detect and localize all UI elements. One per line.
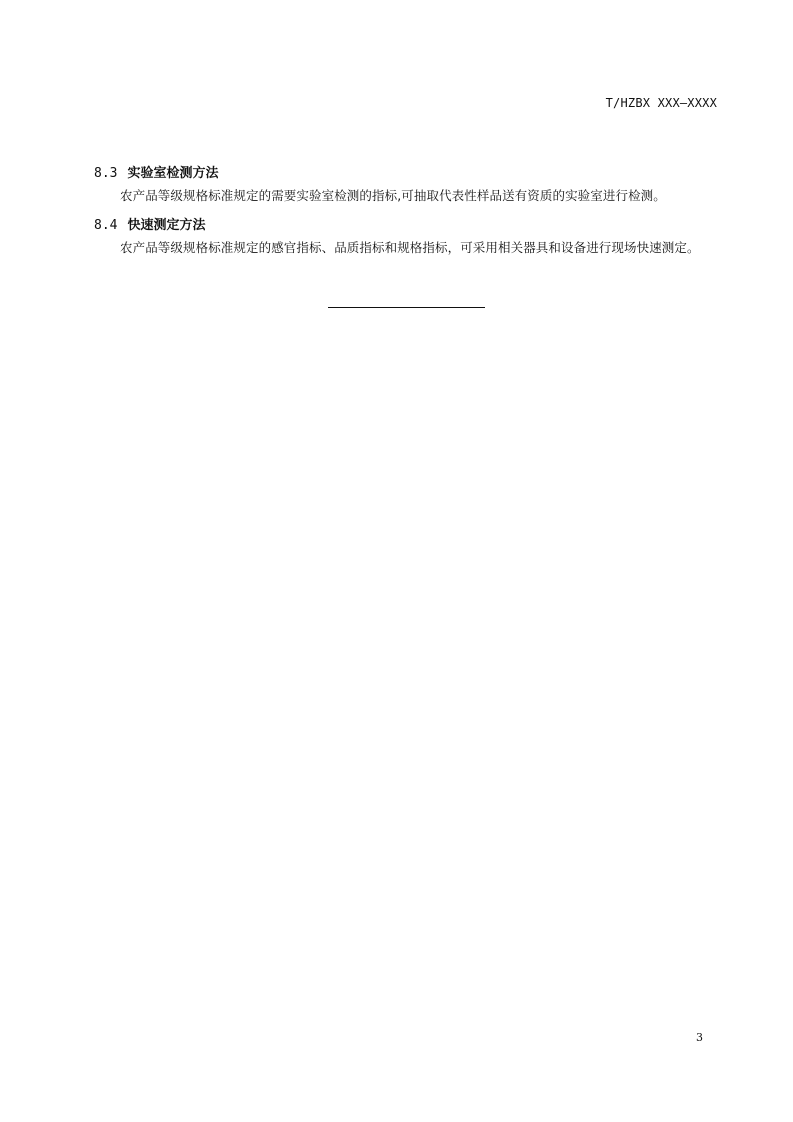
section-title: 实验室检测方法 bbox=[127, 166, 219, 181]
document-code: T/HZBX XXX—XXXX bbox=[605, 96, 717, 110]
end-of-standard-rule bbox=[328, 307, 485, 308]
section-paragraph-8-4: 农产品等级规格标准规定的感官指标、品质指标和规格指标，可采用相关器具和设备进行现场快速测定。 bbox=[120, 240, 700, 255]
section-number: 8.4 bbox=[94, 218, 118, 233]
section-number: 8.3 bbox=[94, 166, 118, 181]
section-paragraph-8-3: 农产品等级规格标准规定的需要实验室检测的指标,可抽取代表性样品送有资质的实验室进行检测。 bbox=[120, 188, 666, 203]
section-heading-8-4 bbox=[94, 214, 206, 233]
section-title: 快速测定方法 bbox=[127, 218, 206, 233]
page-number: 3 bbox=[696, 1031, 703, 1044]
section-heading-8-3 bbox=[94, 162, 219, 181]
